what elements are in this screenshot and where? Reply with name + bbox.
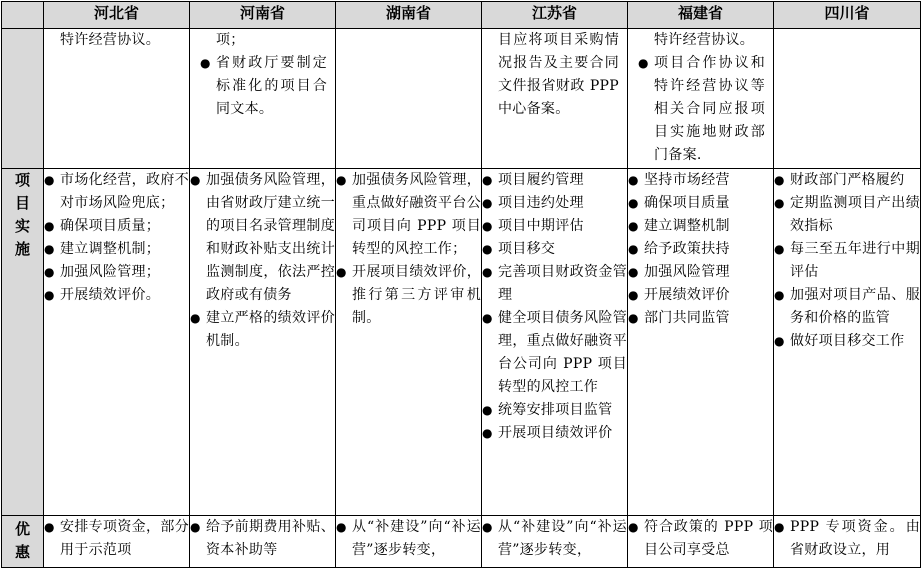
list-item: ● 从“补建设”向“补运营”逐步转变， <box>336 516 481 562</box>
header-hunan: 湖南省 <box>336 2 482 29</box>
preferential-row <box>2 516 921 568</box>
list-item: ● 坚持市场经营 <box>628 169 773 192</box>
header-jiangsu: 江苏省 <box>482 2 628 29</box>
contract-fujian-list <box>638 52 765 167</box>
list-item: ● 建立调整机制 <box>628 215 773 238</box>
impl-hebei-list <box>44 169 189 307</box>
contract-jiangsu-cell <box>482 29 628 169</box>
label-char: 惠 <box>14 543 30 561</box>
contract-henan-cell <box>190 29 336 169</box>
impl-sichuan-list <box>774 169 920 353</box>
list-item: ● 项目违约处理 <box>482 192 627 215</box>
list-item: ● 加强对项目产品、服务和价格的监管 <box>774 284 920 330</box>
impl-sichuan-cell <box>774 169 921 516</box>
impl-jiangsu-cell <box>482 169 628 516</box>
contract-fujian-cont: 特许经营协议。 <box>654 32 755 48</box>
contract-row <box>2 29 921 169</box>
contract-jiangsu-text: 目应将项目采购情况报告及主要合同文件报省财政 PPP 中心备案。 <box>498 32 619 117</box>
list-item: ● 开展绩效评价。 <box>44 284 189 307</box>
impl-fujian-cell <box>628 169 774 516</box>
contract-henan-list <box>200 52 327 121</box>
header-sichuan: 四川省 <box>774 2 921 29</box>
list-item: ● 市场化经营，政府不对市场风险兜底； <box>44 169 189 215</box>
impl-hebei-cell <box>44 169 190 516</box>
pref-jiangsu-list <box>482 516 627 562</box>
list-item: ● 确保项目质量； <box>44 215 189 238</box>
pref-henan-list <box>190 516 335 562</box>
header-row <box>2 2 921 29</box>
list-item: ● 建立严格的绩效评价机制。 <box>190 307 335 353</box>
list-item: ● 项目移交 <box>482 238 627 261</box>
policy-comparison-table <box>1 1 921 568</box>
impl-jiangsu-list <box>482 169 627 445</box>
implementation-row <box>2 169 921 516</box>
list-item: ● 健全项目债务风险管理，重点做好融资平台公司向 PPP 项目转型的风控工作 <box>482 307 627 399</box>
pref-jiangsu-cell <box>482 516 628 568</box>
impl-henan-cell <box>190 169 336 516</box>
header-fujian: 福建省 <box>628 2 774 29</box>
list-item: ● 项目履约管理 <box>482 169 627 192</box>
pref-fujian-cell <box>628 516 774 568</box>
list-item: ● 开展项目绩效评价，推行第三方评审机制。 <box>336 261 481 330</box>
header-blank <box>2 2 44 29</box>
impl-hunan-list <box>336 169 481 330</box>
list-item: ● 从“补建设”向“补运营”逐步转变， <box>482 516 627 562</box>
contract-hebei-text: 特许经营协议。 <box>60 32 161 48</box>
list-item: ● 建立调整机制； <box>44 238 189 261</box>
pref-sichuan-cell <box>774 516 921 568</box>
list-item: ● 省财政厅要制定标准化的项目合同文本。 <box>200 52 327 121</box>
list-item: ● 部门共同监管 <box>628 307 773 330</box>
pref-hebei-list <box>44 516 189 562</box>
list-item: ● 财政部门严格履约 <box>774 169 920 192</box>
contract-hunan-cell <box>336 29 482 169</box>
pref-fujian-list <box>628 516 773 562</box>
list-item: ● 项目中期评估 <box>482 215 627 238</box>
implementation-row-label <box>2 169 44 516</box>
pref-hebei-cell <box>44 516 190 568</box>
header-hebei: 河北省 <box>44 2 190 29</box>
impl-fujian-list <box>628 169 773 330</box>
list-item: ● 给予政策扶持 <box>628 238 773 261</box>
pref-hunan-cell <box>336 516 482 568</box>
list-item: ● 项目合作协议和特许经营协议等相关合同应报项目实施地财政部门备案. <box>638 52 765 167</box>
header-henan: 河南省 <box>190 2 336 29</box>
list-item: ● 加强债务风险管理，由省财政厅建立统一的项目名录管理制度和财政补贴支出统计监测制度，依法严控政府或有债务 <box>190 169 335 307</box>
label-char: 施 <box>14 240 30 258</box>
list-item: ● 定期监测项目产出绩效指标 <box>774 192 920 238</box>
contract-row-label <box>2 29 44 169</box>
list-item: ● 加强风险管理； <box>44 261 189 284</box>
list-item: ● 做好项目移交工作 <box>774 330 920 353</box>
list-item: ● 开展绩效评价 <box>628 284 773 307</box>
list-item: ● 给予前期费用补贴、资本补助等 <box>190 516 335 562</box>
list-item: ● 开展项目绩效评价 <box>482 422 627 445</box>
label-char: 项 <box>14 171 30 189</box>
label-char: 目 <box>14 194 30 212</box>
list-item: ● 安排专项资金，部分用于示范项 <box>44 516 189 562</box>
pref-sichuan-list <box>774 516 920 562</box>
list-item: ● 完善项目财政资金管理 <box>482 261 627 307</box>
impl-henan-list <box>190 169 335 353</box>
contract-hebei-cell <box>44 29 190 169</box>
list-item: ● 每三至五年进行中期评估 <box>774 238 920 284</box>
contract-henan-cont: 项； <box>216 32 245 48</box>
pref-henan-cell <box>190 516 336 568</box>
label-char: 实 <box>14 217 30 235</box>
list-item: ● 加强债务风险管理，重点做好融资平台公司项目向 PPP 项目转型的风控工作； <box>336 169 481 261</box>
pref-hunan-list <box>336 516 481 562</box>
impl-hunan-cell <box>336 169 482 516</box>
list-item: ● PPP 专项资金。由省财政设立，用 <box>774 516 920 562</box>
label-char: 优 <box>14 520 30 538</box>
list-item: ● 符合政策的 PPP 项目公司享受总 <box>628 516 773 562</box>
list-item: ● 加强风险管理 <box>628 261 773 284</box>
list-item: ● 统筹安排项目监管 <box>482 399 627 422</box>
preferential-row-label <box>2 516 44 568</box>
list-item: ● 确保项目质量 <box>628 192 773 215</box>
contract-sichuan-cell <box>774 29 921 169</box>
contract-fujian-cell <box>628 29 774 169</box>
